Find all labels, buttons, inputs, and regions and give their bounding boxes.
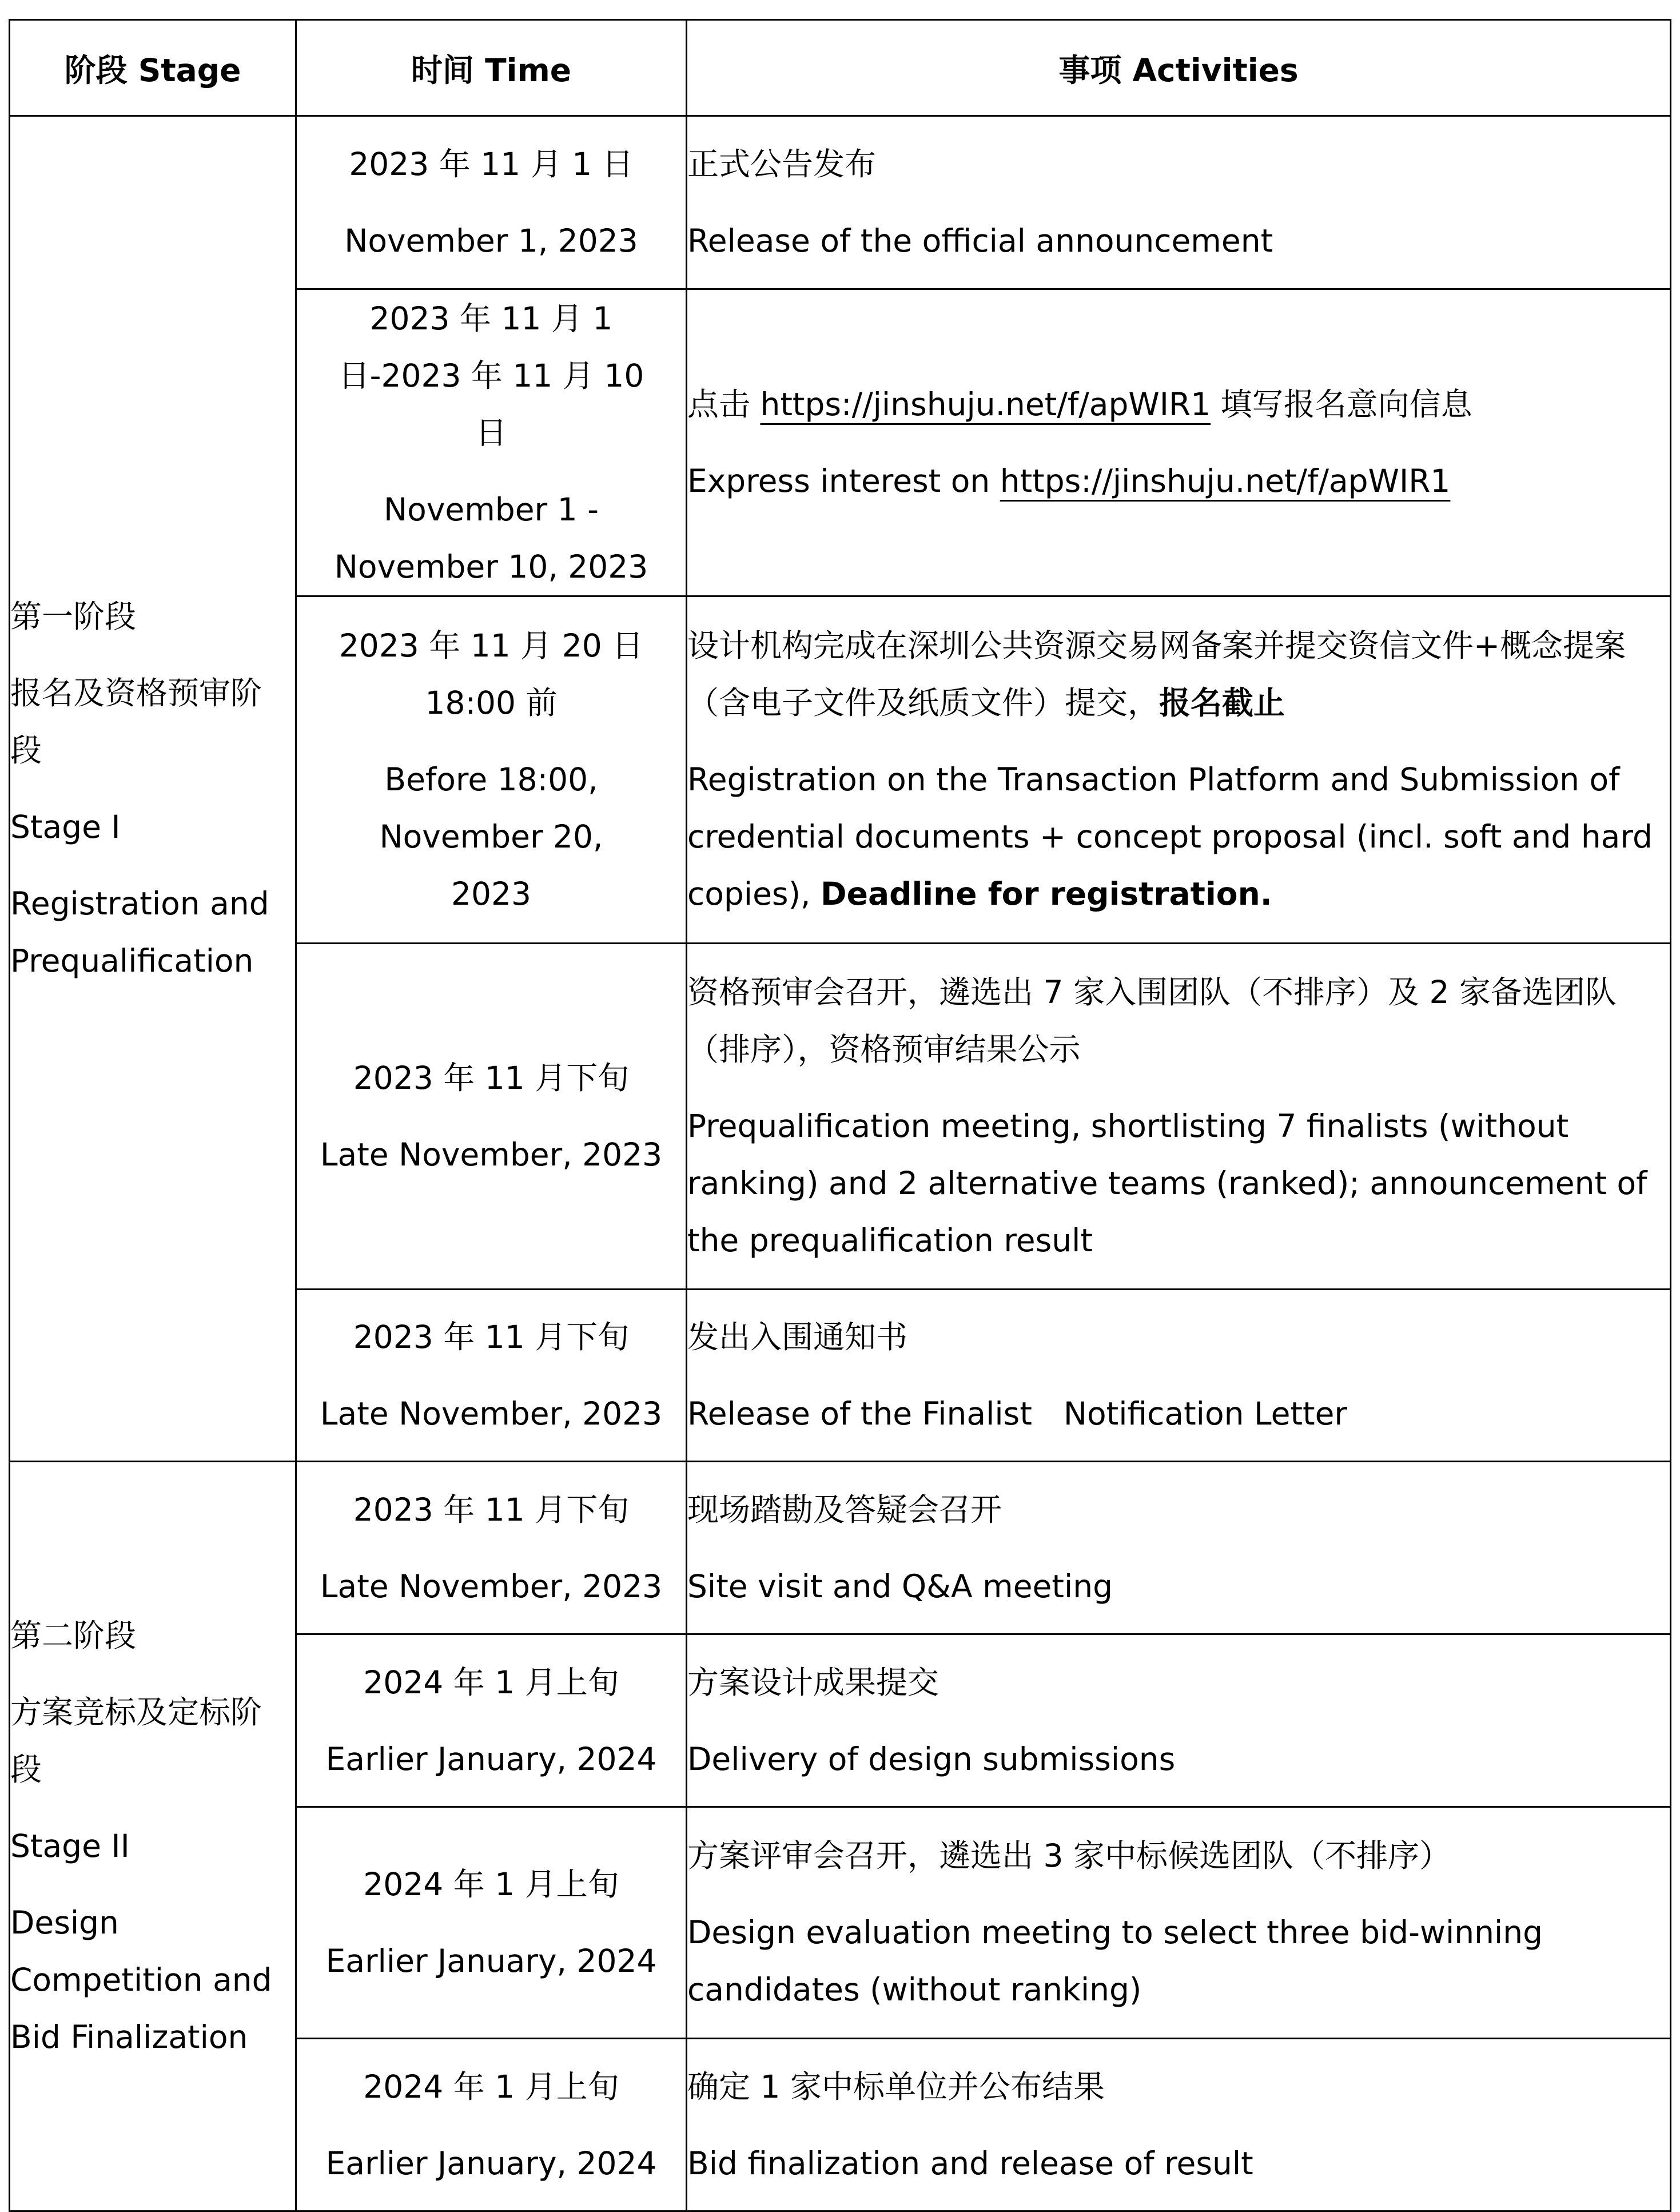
time-en: Earlier January, 2024: [325, 1740, 657, 1777]
activity-en: [687, 751, 1670, 922]
activity-cn: 确定 1 家中标单位并公布结果: [687, 2068, 1105, 2105]
time-cn: 2023 年 11 月 1 日: [349, 146, 634, 182]
activity-en-line: [687, 452, 1670, 510]
activity-cell: [687, 2039, 1671, 2211]
activity-cn: 资格预审会召开，遴选出 7 家入围团队（不排序）及 2 家备选团队（排序），资格预审结果公示: [687, 974, 1617, 1068]
registration-deadline-en: Deadline for registration.: [821, 876, 1272, 912]
time-cn: 2024 年 1 月上旬: [363, 1866, 619, 1903]
time-cell: [296, 2039, 687, 2211]
registration-deadline-cn: 报名截止: [1159, 685, 1285, 721]
activity-en-pre: Express interest on: [687, 463, 990, 499]
stage-1-cn-title: 第一阶段: [10, 598, 137, 635]
activity-cn: [687, 617, 1670, 731]
activity-cell: [687, 1634, 1671, 1807]
time-cell: [296, 289, 687, 596]
activity-cell: [687, 1290, 1671, 1462]
activity-cn: 方案设计成果提交: [687, 1664, 939, 1701]
time-cell: [296, 1462, 687, 1634]
activity-en: Prequalification meeting, shortlisting 7 finalists (without ranking) and 2 alternative teams (ranked); announcement of the prequalification result: [687, 1108, 1647, 1259]
activity-cell: [687, 1462, 1671, 1634]
activity-en: Site visit and Q&A meeting: [687, 1568, 1113, 1605]
activity-en: Release of the official announcement: [687, 222, 1273, 259]
activity-cell: [687, 596, 1671, 944]
activity-cn: 正式公告发布: [687, 146, 877, 182]
activity-cn: 现场踏勘及答疑会召开: [687, 1491, 1002, 1528]
activity-cell: [687, 944, 1671, 1290]
time-cn: 2024 年 1 月上旬: [363, 1664, 619, 1701]
stage-1-en-title: Stage I: [10, 809, 121, 845]
registration-link[interactable]: https://jinshuju.net/f/apWIR1: [760, 386, 1211, 423]
schedule-table: [9, 19, 1671, 2212]
stage-1-cn-name: 报名及资格预审阶段: [10, 675, 262, 769]
activity-cn-post: 填写报名意向信息: [1220, 386, 1472, 423]
stage-2-en-title: Stage II: [10, 1828, 130, 1864]
activity-cn-text: 设计机构完成在深圳公共资源交易网备案并提交资信文件+概念提案（含电子文件及纸质文件）提交，: [687, 627, 1626, 721]
time-cn: 2023 年 11 月 20 日 18:00 前: [339, 627, 644, 721]
time-cell: [296, 116, 687, 289]
activity-en: Delivery of design submissions: [687, 1740, 1176, 1777]
time-cn: 2023 年 11 月下旬: [353, 1491, 630, 1528]
time-en: Late November, 2023: [320, 1568, 663, 1605]
time-en: November 1, 2023: [344, 222, 638, 259]
time-en: Earlier January, 2024: [325, 2145, 657, 2182]
table-row: [10, 1462, 1671, 1634]
time-cell: [296, 1807, 687, 2039]
time-cell: [296, 596, 687, 944]
header-row: [10, 20, 1671, 116]
header-stage: 阶段 Stage: [10, 20, 296, 116]
stage-1-en-name: Registration and Prequalification: [10, 885, 269, 979]
stage-2-cn-name: 方案竞标及定标阶段: [10, 1694, 262, 1788]
stage-2-cn-title: 第二阶段: [10, 1617, 137, 1654]
activity-en-text: Registration on the Transaction Platform and Submission of credential documents + concept proposal (incl. soft and hard copies),: [687, 761, 1653, 912]
stage-2-cell: [10, 1462, 296, 2211]
stage-2-en-name: Design Competition and Bid Finalization: [10, 1904, 272, 2055]
time-en: Late November, 2023: [320, 1395, 663, 1432]
time-en: Late November, 2023: [320, 1136, 663, 1173]
time-cell: [296, 944, 687, 1290]
header-time: 时间 Time: [296, 20, 687, 116]
activity-en: Release of the Finalist Notification Letter: [687, 1395, 1348, 1432]
time-cn: 2023 年 11 月下旬: [353, 1319, 630, 1355]
stage-1-cell: [10, 116, 296, 1462]
time-en: Before 18:00, November 20, 2023: [379, 761, 603, 912]
time-cn: 2024 年 1 月上旬: [363, 2068, 619, 2105]
time-en: Earlier January, 2024: [325, 1943, 657, 1979]
activity-en: Bid finalization and release of result: [687, 2145, 1253, 2182]
activity-cn-line: [687, 376, 1670, 433]
activity-cn: 方案评审会召开，遴选出 3 家中标候选团队（不排序）: [687, 1837, 1451, 1874]
activity-en: Design evaluation meeting to select three bid-winning candidates (without ranking): [687, 1914, 1543, 2008]
activity-cn: 发出入围通知书: [687, 1319, 908, 1355]
time-en: November 1 - November 10, 2023: [334, 491, 648, 585]
activity-cell: [687, 289, 1671, 596]
time-cell: [296, 1634, 687, 1807]
activity-cell: [687, 1807, 1671, 2039]
time-cn: 2023 年 11 月 1 日-2023 年 11 月 10 日: [338, 300, 644, 451]
activity-cell: [687, 116, 1671, 289]
registration-link-en[interactable]: https://jinshuju.net/f/apWIR1: [1000, 463, 1451, 499]
table-row: [10, 116, 1671, 289]
time-cell: [296, 1290, 687, 1462]
time-cn: 2023 年 11 月下旬: [353, 1060, 630, 1096]
activity-cn-pre: 点击: [687, 386, 751, 423]
header-activities: 事项 Activities: [687, 20, 1671, 116]
